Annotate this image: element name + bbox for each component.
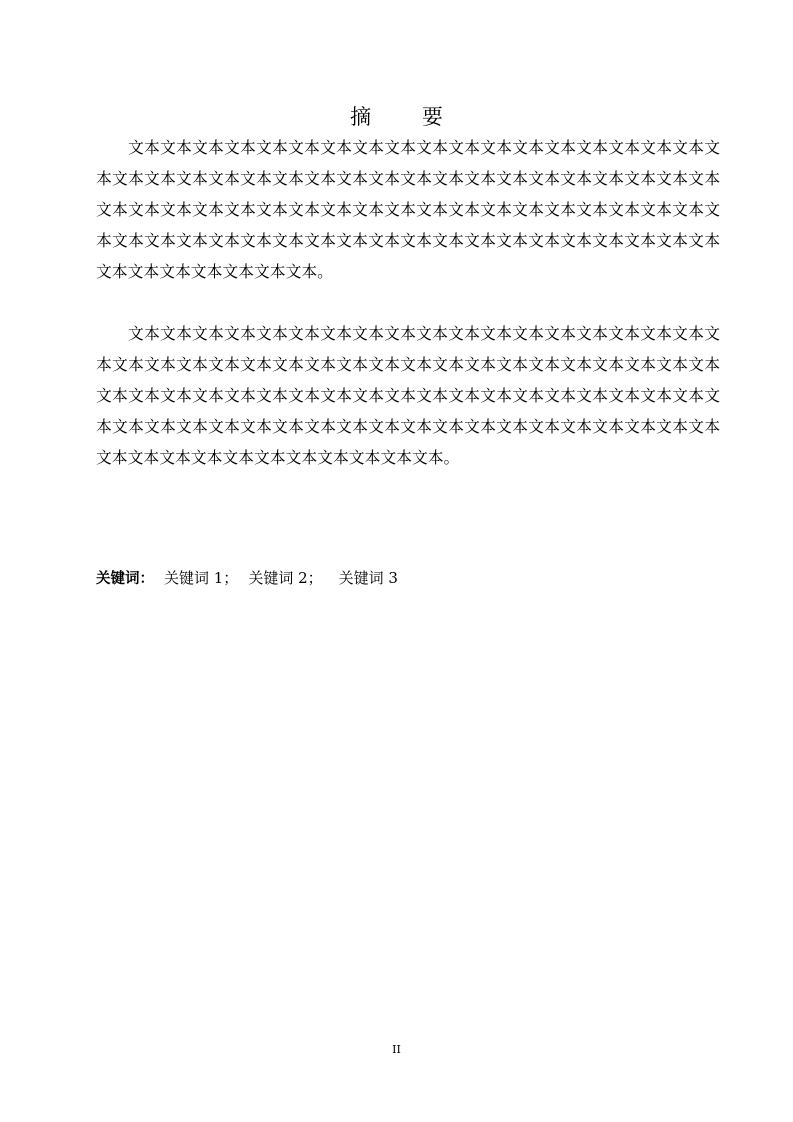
abstract-title: 摘 要 bbox=[350, 105, 465, 129]
keyword-item-3: 关键词 3 bbox=[338, 569, 398, 587]
abstract-paragraph-1: 文本文本文本文本文本文本文本文本文本文本文本文本文本文本文本文本文本文本文本文本文本文本文本文本文本文本文本文本文本文本文本文本文本文本文本文本文本文本文本文本文本文本文本文本文本文本文本文本文本文本文本文本文本文本文本文本文本文本文本文本文本文本文本文本文本文本文本文本文本文本文本文本文本文本文本文本文本文本文本文本文本文本文本文本。 bbox=[96, 138, 720, 281]
keywords-line bbox=[96, 564, 398, 593]
keyword-item-2: 关键词 2； bbox=[248, 569, 323, 587]
keywords-label: 关键词： bbox=[96, 571, 154, 587]
abstract-paragraph-2: 文本文本文本文本文本文本文本文本文本文本文本文本文本文本文本文本文本文本文本文本文本文本文本文本文本文本文本文本文本文本文本文本文本文本文本文本文本文本文本文本文本文本文本文本文本文本文本文本文本文本文本文本文本文本文本文本文本文本文本文本文本文本文本文本文本文本文本文本文本文本文本文本文本文本文本文本文本文本文本文本文本文本文本文本文本文本文本文本。 bbox=[96, 324, 720, 467]
keyword-item-1: 关键词 1； bbox=[164, 569, 239, 587]
page-number: II bbox=[392, 1043, 401, 1056]
